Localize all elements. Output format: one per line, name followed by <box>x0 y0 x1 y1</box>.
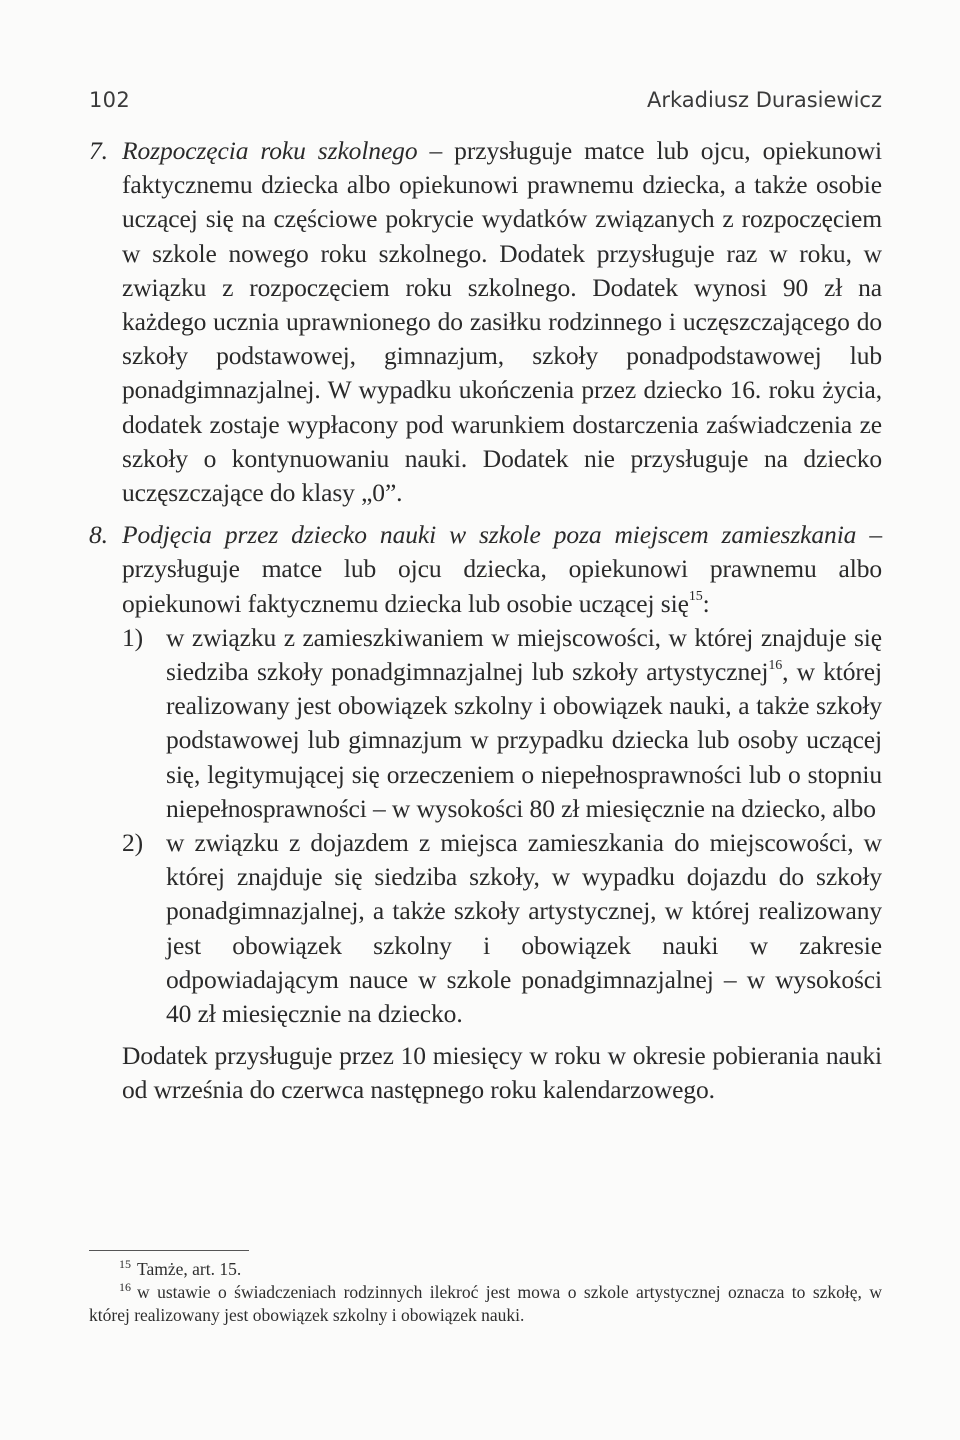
sub-item-text: w związku z dojazdem z miejsca zamieszkania do miejscowości, w której znajduje się siedziba szkoły, w wypadku dojazdu do szkoły ponadgimnazjalnej, a także szkoły artystycznej, w której realizowany jest obowiązek szkolny i obowiązek nauki w zakresie odpowiadającym nauce w szkole ponadgimnazjalnej – w wysokości 40 zł miesięcznie na dziecko. <box>166 828 882 1029</box>
footnote-number: 16 <box>119 1280 131 1295</box>
footnote-ref: 15 <box>688 589 703 605</box>
main-text <box>89 134 882 1108</box>
footnote-number: 15 <box>119 1257 131 1272</box>
sub-item-2 <box>89 826 882 1031</box>
sub-item-text: , w której realizowany jest obowiązek szkolny i obowiązek nauki, a także szkoły podstawowej lub gimnazjum w przypadku dziecka lub osoby uczącej się, legitymującej się orzeczeniem o niepełnosprawności lub o stopniu niepełnosprawności – w wysokości 80 zł miesięcznie na dziecko, albo <box>166 657 882 823</box>
item-number: 7. <box>89 136 108 165</box>
footnote-ref: 16 <box>768 657 783 673</box>
page-number: 102 <box>89 88 130 112</box>
closing-paragraph: Dodatek przysługuje przez 10 miesięcy w roku w okresie pobierania nauki od września do czerwca następnego roku kalendarzowego. <box>122 1041 882 1105</box>
item-text: – przysługuje matce lub ojcu, opiekunowi faktycznemu dziecka albo opiekunowi prawnemu dziecka, a także osobie uczącej się na częściowe pokrycie wydatków związanych z rozpoczęciem w szkole nowego roku szkolnego. Dodatek przysługuje raz w roku, w związku z rozpoczęciem roku szkolnego. Dodatek wynosi 90 zł na każdego ucznia uprawnionego do zasiłku rodzinnego i uczęszczającego do szkoły podstawowej, gimnazjum, szkoły ponadpodstawowej lub ponadgimnazjalnej. W wypadku ukończenia przez dziecko 16. roku życia, dodatek zostaje wypłacony pod warunkiem dostarczenia zaświadczenia ze szkoły o kontynuowaniu nauki. Dodatek nie przysługuje na dziecko uczęszczające do klasy „0”. <box>122 136 882 508</box>
running-header <box>89 86 882 120</box>
running-author: Arkadiusz Durasiewicz <box>646 88 882 112</box>
item-title: Rozpoczęcia roku szkolnego <box>122 136 418 165</box>
footnote-text: w ustawie o świadczeniach rodzinnych ilekroć jest mowa o szkole artystycznej oznacza to szkołę, w której realizowany jest obowiązek szkolny i obowiązek nauki. <box>89 1282 882 1325</box>
sub-list <box>89 621 882 1031</box>
item-title: Podjęcia przez dziecko nauki w szkole poza miejscem zamieszkania <box>122 520 857 550</box>
footnotes <box>89 1258 882 1327</box>
list-item-7 <box>89 134 882 510</box>
sub-item-1 <box>89 621 882 826</box>
item-text: – przysługuje matce lub ojcu dziecka, opiekunowi prawnemu albo opiekunowi faktycznemu dziecka lub osobie uczącej się <box>122 520 882 618</box>
footnote-16 <box>89 1281 882 1327</box>
footnote-divider <box>89 1250 249 1251</box>
sub-item-number: 1) <box>122 622 144 652</box>
footnote-text: Tamże, art. 15. <box>137 1259 242 1279</box>
sub-item-text: w związku z zamieszkiwaniem w miejscowości, w której znajduje się siedziba szkoły ponadgimnazjalnej lub szkoły artystycznej <box>166 622 882 687</box>
list-item-8: 8. Podjęcia przez dziecko nauki w szkole poza miejscem zamieszkania – przysługuje matce lub ojcu dziecka, opiekunowi prawnemu albo opiekunowi faktycznemu dziecka lub osobie uczącej się$^{15}$: <box>89 520 882 618</box>
item-number: 8. <box>89 520 108 550</box>
sub-item-number: 2) <box>122 828 144 858</box>
footnote-15 <box>89 1258 882 1281</box>
